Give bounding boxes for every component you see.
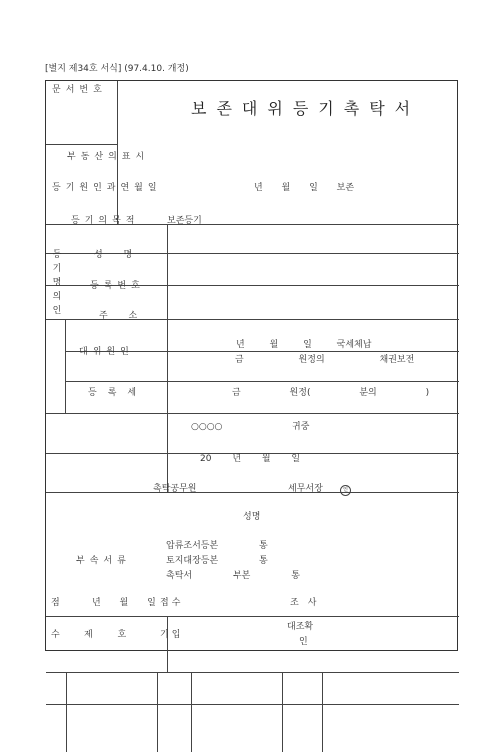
receipt-jeom: 점: [51, 598, 60, 608]
attachments-label: 부속서류: [76, 556, 131, 566]
request-date: 20 년 월 일: [200, 454, 301, 464]
registration-tax-value: 금 원정( 분의 ): [232, 388, 430, 398]
hline-attach: [46, 672, 459, 673]
receipt-su: 수: [51, 630, 60, 640]
holder-name-label: 성 명: [94, 250, 133, 260]
vline-foot-3: [191, 672, 192, 752]
hline-footer-mid: [46, 704, 459, 705]
cause-date-label: 등기원인과연월일: [52, 183, 162, 193]
receipt-jeomsu: 접수: [160, 598, 184, 608]
form-caption: [별지 제34호 서식] (97.4.10. 개정): [45, 64, 189, 74]
attachment-item: 촉탁서 부본 통: [166, 571, 300, 581]
holder-label: 등기명의인: [52, 250, 62, 316]
purpose-label: 등기의목적: [71, 216, 140, 226]
name-label: 성명: [243, 512, 261, 522]
subrogation-line-1: 년 월 일 국세체납: [236, 340, 372, 350]
verify-label-2: 인: [299, 637, 308, 647]
tax-office-head: 세무서장: [288, 484, 323, 494]
registration-tax-label: 등록세: [88, 388, 148, 398]
property-label: 부동산의표시: [67, 152, 150, 162]
official-label: 촉탁공무원: [153, 484, 197, 494]
addressee: ○○○○: [191, 422, 223, 432]
subrogation-label: 대위원인: [79, 347, 134, 357]
hline-docno: [46, 144, 117, 145]
receipt-date-label: 년 월 일: [92, 598, 156, 608]
subrogation-line-2: 금 원정의 채권보전: [235, 355, 415, 365]
entry-label: 기입: [160, 630, 184, 640]
hline-regtax: [46, 492, 459, 493]
hline-body: [46, 616, 459, 617]
inspection-label: 조사: [290, 598, 326, 608]
vline-foot-1: [66, 672, 67, 752]
hline-holder-regno: [65, 381, 459, 382]
addressee-honorific: 귀중: [292, 422, 310, 432]
holder-addr-label: 주 소: [99, 311, 138, 321]
vline-attach: [167, 616, 168, 672]
receipt-number-label: 제 호: [84, 630, 127, 640]
cause-date-value: 년 월 일 보존: [254, 183, 355, 193]
vline-foot-2: [157, 672, 158, 752]
vline-foot-4: [282, 672, 283, 752]
vline-label-col: [167, 224, 168, 492]
hline-holder-addr: [46, 413, 459, 414]
vline-foot-5: [322, 672, 323, 752]
doc-number-label: 문서번호: [52, 85, 107, 95]
vline-holder: [65, 319, 66, 413]
attachment-item: 토지대장등본 통: [166, 556, 268, 566]
purpose-value: 보존등기: [167, 216, 202, 226]
verify-label-1: 대조확: [287, 622, 314, 632]
seal-mark: 인: [340, 485, 351, 496]
attachment-item: 압류조서등본 통: [166, 541, 268, 551]
form-title: 보존대위등기촉탁서: [191, 99, 421, 118]
holder-regno-label: 등록번호: [90, 281, 145, 291]
